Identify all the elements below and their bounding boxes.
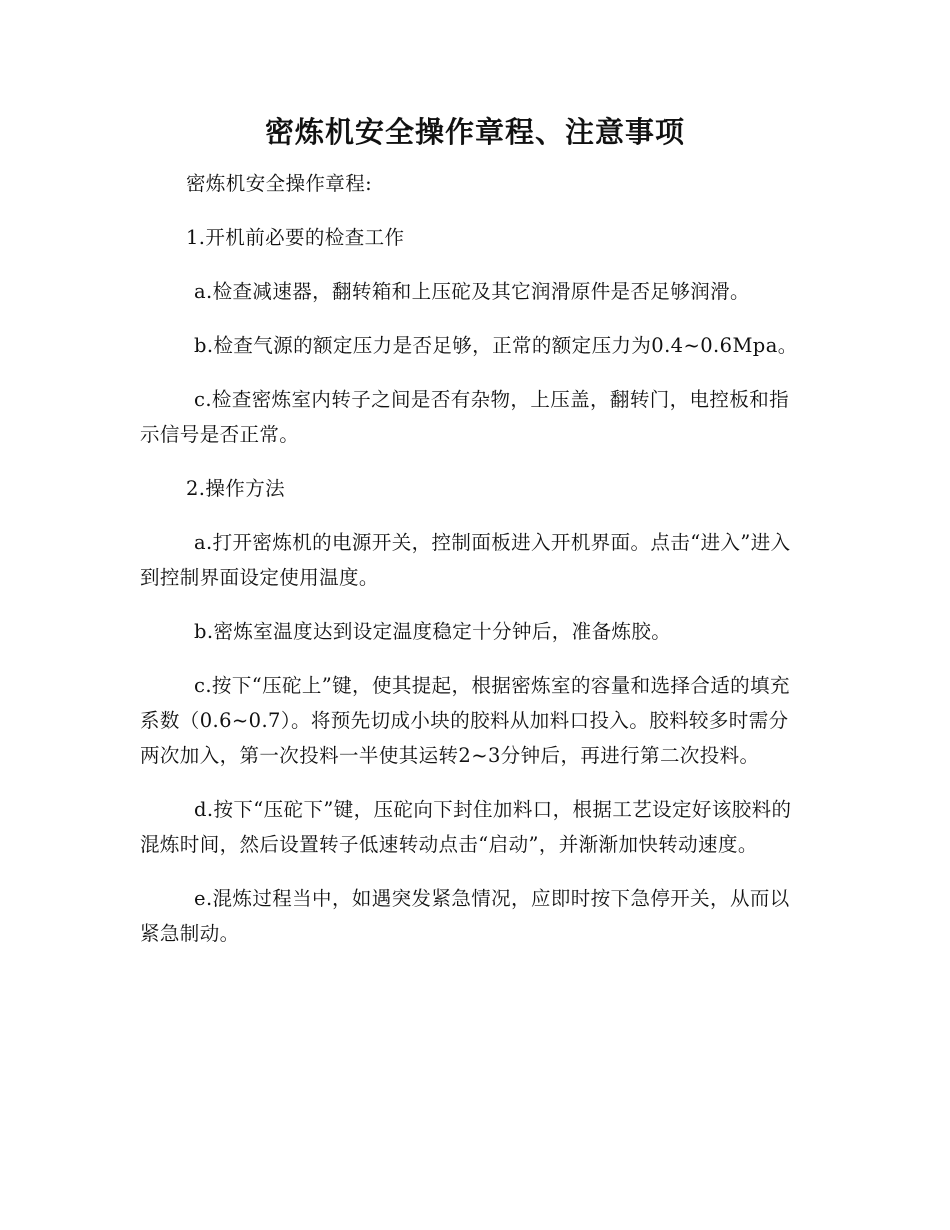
section-heading-operation: 2.操作方法 [186,477,286,500]
document-title: 密炼机安全操作章程、注意事项 [264,115,685,149]
section-heading-precheck: 1.开机前必要的检查工作 [186,226,405,249]
paragraph-operation-c: c.按下“压砣上”键，使其提起，根据密炼室的容量和选择合适的填充系数（0.6~0.7）。将预先切成小块的胶料从加料口投入。胶料较多时需分两次加入，第一次投料一半使其运转2~3分钟后，再进行第二次投料。 [140,674,790,767]
document-body [140,166,808,970]
paragraph-check-a: a.检查减速器，翻转箱和上压砣及其它润滑原件是否足够润滑。 [194,280,750,303]
paragraph-check-c: c.检查密炼室内转子之间是否有杂物，上压盖，翻转门，电控板和指示信号是否正常。 [140,388,790,446]
paragraph-operation-e: e.混炼过程当中，如遇突发紧急情况，应即时按下急停开关，从而以紧急制动。 [140,887,790,945]
paragraph-check-b: b.检查气源的额定压力是否足够，正常的额定压力为0.4~0.6Mpa。 [194,334,798,357]
paragraph-operation-d: d.按下“压砣下”键，压砣向下封住加料口，根据工艺设定好该胶料的混炼时间，然后设置转子低速转动点击“启动”，并渐渐加快转动速度。 [140,798,792,856]
paragraph-operation-a: a.打开密炼机的电源开关，控制面板进入开机界面。点击“进入”进入到控制界面设定使用温度。 [140,531,791,589]
section-heading-rules: 密炼机安全操作章程: [186,172,373,195]
paragraph-operation-b: b.密炼室温度达到设定温度稳定十分钟后，准备炼胶。 [194,620,672,643]
